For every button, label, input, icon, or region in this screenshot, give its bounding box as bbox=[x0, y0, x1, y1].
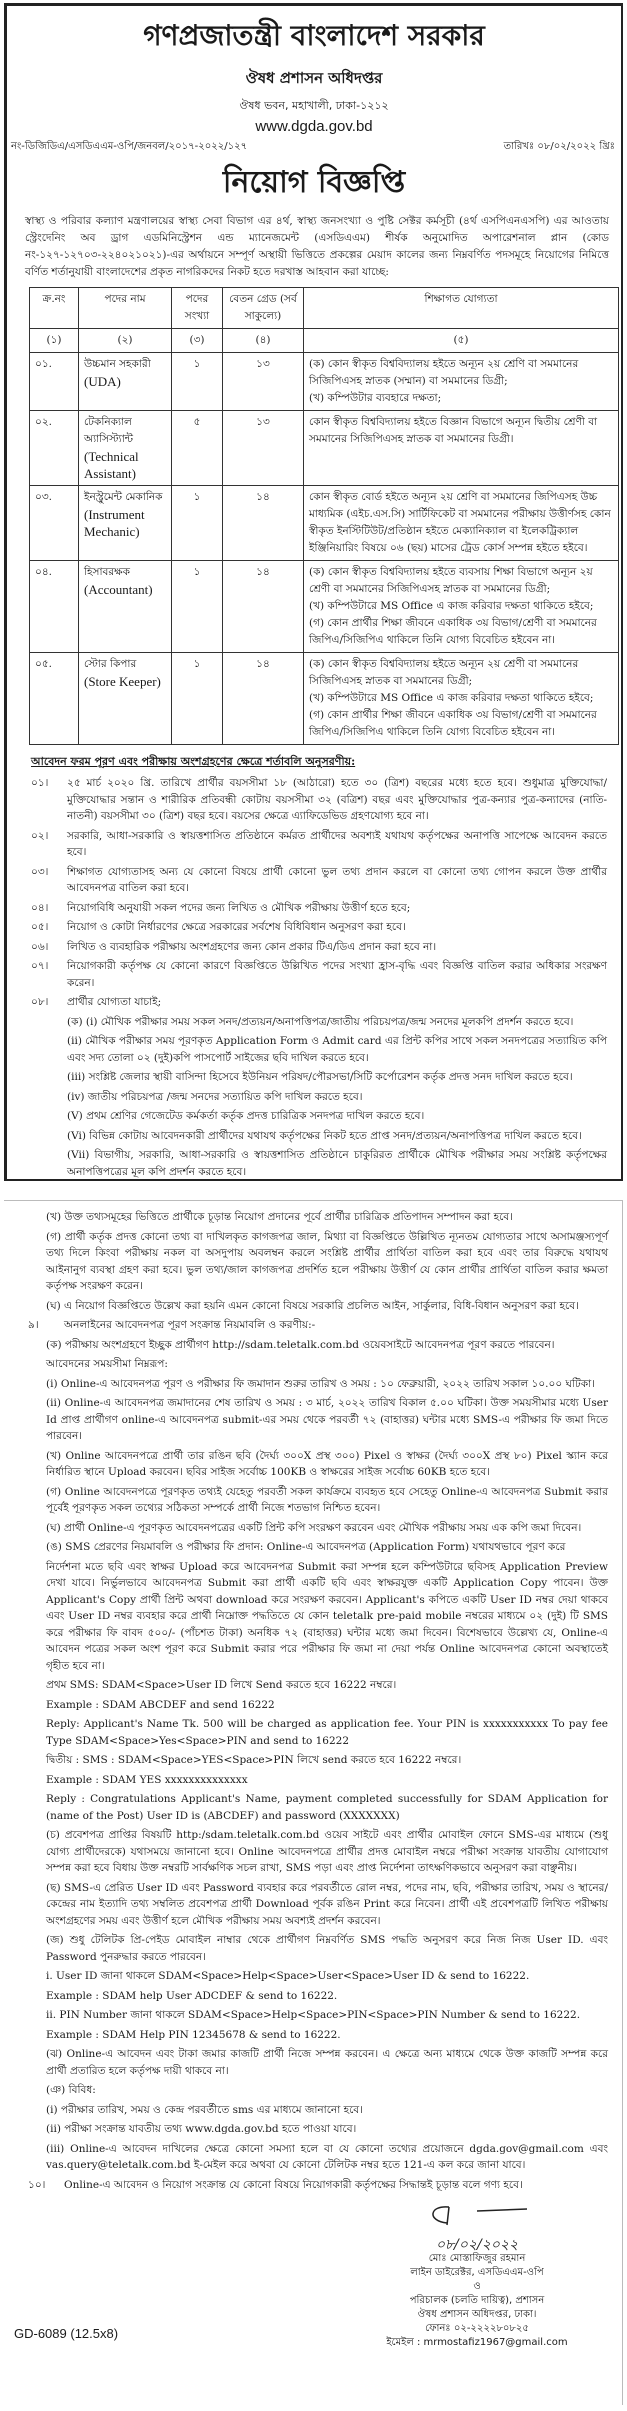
verification-item: (Vi) বিভিন্ন কোটায় আবেদনকারী প্রার্থীদের যথাযথ কর্তৃপক্ষের নিকট হতে প্রাপ্ত সনদ/প্রত্যয়ন/অনাপত্তিপত্র দাখিল করতে হবে। bbox=[67, 1129, 582, 1142]
condition-text: নিয়োগবিধি অনুযায়ী সকল পদের জন্য লিখিত ও মৌখিক পরীক্ষায় উত্তীর্ণ হতে হবে; bbox=[67, 901, 411, 914]
condition-item bbox=[7, 991, 621, 1011]
online-instruction: (খ) Online আবেদনপত্রে প্রার্থী তার রঙিন ছবি (দৈর্ঘ্য ৩০০X প্রস্থ ৩০০) Pixel ও স্বাক্ষর (দৈর্ঘ্য ৩০০X প্রস্থ ৮০) Pixel স্ক্যান করে নির্ধারিত স্থানে Upload করবেন। ছবির সাইজ সর্বোচ্চ 100KB ও স্বাক্ষরের সাইজ সর্বোচ্চ 60KB হতে হবে। bbox=[46, 1449, 608, 1478]
post-name-en: (UDA) bbox=[84, 374, 121, 389]
online-instruction: (ii) Online-এ আবেদনপত্র জমাদানের শেষ তারিখ ও সময় : ৩ মার্চ, ২০২২ তারিখ বিকাল ৫.০০ ঘটিকা। উক্ত সময়সীমার মধ্যে User Id প্রাপ্ত প্রার্থীগণ online-এ আবেদনপত্র submit-এর সময় থেকে পরবর্তী ৭২ (বাহাত্তর) ঘন্টার মধ্যে SMS-এ পরীক্ষার ফি জমা দিতে পারবেন। bbox=[46, 1397, 608, 1442]
serial-cell: ০২. bbox=[30, 411, 79, 486]
qualification-line: (ক) কোন স্বীকৃত বিশ্ববিদ্যালয় হইতে অন্যূন ২য় শ্রেণী বা সমমানের সিজিপিএসহ স্নাতক বা সমমানের ডিগ্রী; bbox=[309, 658, 579, 687]
condition-number: ০৮। bbox=[31, 996, 49, 1008]
col-number: (৪) bbox=[223, 329, 304, 353]
post-name-bn: স্টোর কিপার bbox=[84, 658, 137, 670]
qualification-line: কোন স্বীকৃত বোর্ড হইতে অন্যূন ২য় শ্রেণি বা সমমানের জিপিএসহ উচ্চ মাধ্যমিক (এইচ.এস.সি) সার্টিফিকেট বা সমমানের পরীক্ষায় উত্তীর্ণসহ কোন স্বীকৃত ইনস্টিটিউট/প্রতিষ্ঠান হইতে মেক্যানিক্যাল বা ইলেকট্রিক্যাল ইঞ্জিনিয়ারিং বিষয়ে ০৬ (ছয়) মাসের ট্রেড কোর্স সম্পন্ন হইতে হইবে। bbox=[309, 491, 611, 554]
col-header: পদের সংখ্যা bbox=[172, 288, 223, 329]
signature-mark bbox=[417, 2201, 537, 2233]
online-instruction: (ক) পরীক্ষায় অংশগ্রহণে ইচ্ছুক প্রার্থীগণ http://sdam.teletalk.com.bd ওয়েবসাইটে আবেদনপত্র পূরণ করতে পারবেন। bbox=[46, 1338, 555, 1351]
table-row bbox=[30, 411, 619, 486]
condition-text: নিয়োগ ও কোটা নির্ধারণের ক্ষেত্রে সরকারের সর্বশেষ বিধিবিধান অনুসরণ করা হবে। bbox=[67, 921, 406, 933]
col-number: (৫) bbox=[304, 329, 619, 353]
online-instruction: (ঙ) SMS প্রেরণের নিয়মাবলি ও পরীক্ষার ফি প্রদান: Online-এ আবেদনপত্র (Application Form) যথাযথভাবে পূরণ করে bbox=[46, 1541, 566, 1553]
verification-item: (iii) সংশ্লিষ্ট জেলার স্থায়ী বাসিন্দা হিসেবে ইউনিয়ন পরিষদ/পৌরসভা/সিটি কর্পোরেশন কর্তৃক প্রদত্ত সনদ দাখিল করতে হবে। bbox=[67, 1071, 573, 1083]
col-number: (১) bbox=[30, 329, 79, 353]
pay-grade-cell: ১৪ bbox=[223, 561, 304, 653]
clause-item: (ঘ) এ নিয়োগ বিজ্ঞপ্তিতে উল্লেখ করা হয়নি এমন কোনো বিষয়ে সরকারি প্রচলিত আইন, সার্কুলার, বিধি-বিধান অনুসরণ করা হবে। bbox=[46, 1299, 579, 1312]
online-instruction: Example : SDAM help User ADCDEF & send to 16222. bbox=[46, 1989, 338, 2002]
condition-item bbox=[7, 955, 621, 991]
post-name-en: (Accountant) bbox=[84, 582, 153, 597]
post-name-en: (Store Keeper) bbox=[84, 674, 161, 689]
qualification-line: কোন স্বীকৃত বিশ্ববিদ্যালয় হইতে বিজ্ঞান বিভাগে অন্যূন দ্বিতীয় শ্রেণী বা সমমানের সিজিপিএসহ স্নাতক বা সমমানের ডিগ্রী। bbox=[309, 416, 598, 445]
clause-item: (গ) প্রার্থী কর্তৃক প্রদত্ত কোনো তথ্য বা দাখিলকৃত কাগজপত্র জাল, মিথ্যা বা বিজ্ঞপ্তিতে উল্লিখিত ন্যূনতম যোগ্যতার সাথে অসামঞ্জস্যপূর্ণ তথ্য দিলে কিংবা পরীক্ষায় নকল বা অসদুপায় অবলম্বন করলে সংশ্লিষ্ট প্রার্থীর প্রার্থিতা বাতিল করা হবে এবং তার বিরুদ্ধে যথাযথ আইনানুগ ব্যবস্থা গ্রহণ করা হবে। ভুল তথ্য/জাল কাগজপত্র প্রদর্শিত হলে পরীক্ষায় উত্তীর্ণ যে কোন প্রার্থীর প্রার্থিতা বাতিল করার ক্ষমতা কর্তৃপক্ষ সংরক্ষণ করেন। bbox=[46, 1230, 608, 1292]
online-instruction: ii. PIN Number জানা থাকলে SDAM<Space>Help<Space>PIN<Space>PIN Number & send to 16222. bbox=[46, 2009, 581, 2021]
reference-number: নং-ডিজিডিএ/এসডিএএম-ওপি/জনবল/২০১৭-২০২২/১২৭ bbox=[11, 141, 248, 152]
col-number: (২) bbox=[79, 329, 172, 353]
post-count-cell: ৫ bbox=[172, 411, 223, 486]
condition-text: লিখিত ও ব্যবহারিক পরীক্ষায় অংশগ্রহণের জন্য কোন প্রকার টিএ/ডিএ প্রদান করা হবে না। bbox=[67, 940, 437, 953]
table-row bbox=[30, 353, 619, 411]
table-row bbox=[30, 486, 619, 561]
condition-text: নিয়োগকারী কর্তৃপক্ষ যে কোনো কারণে বিজ্ঞপ্তিতে উল্লিখিত পদের সংখ্যা হ্রাস-বৃদ্ধি এবং বিজ্ঞপ্তি বাতিল করার অধিকার সংরক্ষণ করেন। bbox=[67, 960, 607, 989]
qualification-line: (ক) কোন স্বীকৃত বিশ্ববিদ্যালয় হইতে অন্যূন ২য় শ্রেণি বা সমমানের সিজিপিএসহ স্নাতক (সম্মান) বা সমমানের ডিগ্রী; bbox=[309, 358, 579, 387]
online-instruction: Example : SDAM YES xxxxxxxxxxxxxx bbox=[46, 1773, 248, 1786]
online-instruction: (চ) প্রবেশপত্র প্রাপ্তির বিষয়টি http:/sdam.teletalk.com.bd ওয়েব সাইটে এবং প্রার্থীর মোবাইল ফোনে SMS-এর মাধ্যমে (শুধু যোগ্য প্রার্থীদেরকে) যথাসময়ে জানানো হবে। Online আবেদনপত্রে প্রার্থীর প্রদত্ত মোবাইল নম্বরে পরীক্ষা সংক্রান্ত যাবতীয় যোগাযোগ সম্পন্ন করা হবে বিধায় উক্ত নম্বরটি সার্বক্ষণিক সচল রাখা, SMS পড়া এবং প্রাপ্ত নির্দেশনা তাৎক্ষণিকভাবে অনুসরণ করা বাঞ্ছনীয়। bbox=[46, 1829, 608, 1874]
online-instruction: নির্দেশনা মতে ছবি এবং স্বাক্ষর Upload করে আবেদনপত্র Submit করা সম্পন্ন হলে কম্পিউটারে ছবিসহ Application Preview দেখা যাবে। নির্ভুলভাবে আবেদনপত্র Submit করা প্রার্থী একটি ছবি এবং স্বাক্ষরযুক্ত একটি Application Copy পাবেন। উক্ত Applicant's Copy প্রার্থী প্রিন্ট অথবা download করে সংরক্ষণ করবেন। Applicant's কপিতে একটি User ID নম্বর দেয়া থাকবে এবং User ID নম্বর ব্যবহার করে প্রার্থী নিম্নোক্ত পদ্ধতিতে যে কোন teletalk pre-paid mobile নম্বরের মাধ্যমে ০২ (দুই) টি SMS করে পরীক্ষার ফি বাবদ ৫০০/- (পাঁচশত টাকা) অনধিক ৭২ (বাহাত্তর) ঘন্টার মধ্যে জমা দিবেন। বিশেষভাবে উল্লেখ্য যে, Online-এ আবেদন পত্রের সকল অংশ পূরণ করে Submit করার পরে পরীক্ষার ফি জমা না দেয়া পর্যন্ত Online আবেদনপত্র কোনো অবস্থাতেই গৃহীত হবে না। bbox=[46, 1560, 608, 1672]
verification-item: (ক) (i) মৌখিক পরীক্ষার সময় সকল সনদ/প্রত্যয়ন/অনাপত্তিপত্র/জাতীয় পরিচয়পত্র/জন্ম সনদের মূলকপি প্রদর্শন করতে হবে। bbox=[67, 1015, 574, 1028]
signatory-phone: ফোনঃ ০২-২২২২৮০৮২৫ bbox=[425, 2323, 529, 2334]
pay-grade-cell: ১৩ bbox=[223, 411, 304, 486]
serial-cell: ০৩. bbox=[30, 486, 79, 561]
qualification-line: (গ) কোন প্রার্থীর শিক্ষা জীবনে একাধিক ৩য় বিভাগ/শ্রেণী বা সমমানের জিপিএ/সিজিপিএ থাকিলে তিনি যোগ্য বিবেচিত হইবেন না। bbox=[309, 709, 597, 738]
intro-paragraph: স্বাস্থ্য ও পরিবার কল্যাণ মন্ত্রণালয়ের স্বাস্থ্য সেবা বিভাগ এর ৪র্থ, স্বাস্থ্য জনসংখ্যা ও পুষ্টি সেক্টর কর্মসূচী (৪র্থ এসপিএনএসপি) এর আওতায় স্ট্রেংদেনিং অব ড্রাগ এডমিনিস্ট্রেশন এন্ড ম্যানেজমেন্ট (এসডিএএম) শীর্ষক অনুমোদিত অপারেশনাল প্লান (কোড নং-১২৭-১২৭০৩-২২৪০২১০২১)-এর অর্থায়নে সম্পূর্ণ অস্থায়ী ভিত্তিতে প্রকল্পের মেয়াদ কালের জন্য নিম্নবর্ণিত পদসমূহে নিয়োগের নিমিত্তে বর্ণিত শর্তানুযায়ী বাংলাদেশের প্রকৃত নাগরিকদের নিকট হতে দরখাস্ত আহবান করা যাচ্ছে: bbox=[25, 215, 609, 278]
online-instruction: (ঘ) প্রার্থী Online-এ পূরণকৃত আবেদনপত্রের একটি প্রিন্ট কপি সংরক্ষণ করবেন এবং মৌখিক পরীক্ষায় সময় এক কপি জমা দিবেন। bbox=[46, 1521, 582, 1534]
qualification-line: (খ) কম্পিউটারে MS Office এ কাজ করিবার দক্ষতা থাকিতে হইবে; bbox=[309, 600, 594, 612]
online-instruction: আবেদনের সময়সীমা নিম্নরূপ: bbox=[46, 1358, 168, 1370]
government-name: গণপ্রজাতন্ত্রী বাংলাদেশ সরকার bbox=[143, 19, 485, 52]
condition-number: ০৪। bbox=[31, 901, 49, 914]
condition-text: শিক্ষাগত যোগ্যতাসহ অন্য যে কোনো বিষয়ে প্রার্থী কোনো ভুল তথ্য প্রদান করলে বা কোনো তথ্য গোপন করলে উক্ত প্রার্থীর আবেদনপত্র বাতিল করা হবে। bbox=[67, 865, 607, 894]
ad-code: GD-6089 (12.5x8) bbox=[14, 2326, 119, 2341]
qualification-line: (খ) কম্পিউটার ব্যবহারে দক্ষতা; bbox=[309, 392, 442, 404]
condition-item bbox=[7, 825, 621, 861]
address: ঔষধ ভবন, মহাখালী, ঢাকা-১২১২ bbox=[239, 99, 389, 112]
condition-item bbox=[7, 936, 621, 956]
post-count-cell: ১ bbox=[172, 653, 223, 745]
col-number: (৩) bbox=[172, 329, 223, 353]
online-section-heading: ৯। অনলাইনের আবেদনপত্র পূরণ সংক্রান্ত নিয়মাবলি ও করণীয়:- bbox=[28, 1319, 316, 1331]
condition-item bbox=[7, 897, 621, 917]
online-instruction: (ii) পরীক্ষা সংক্রান্ত যাবতীয় তথ্য www.dgda.gov.bd হতে পাওয়া যাবে। bbox=[46, 2123, 357, 2135]
post-name-cell bbox=[79, 411, 172, 486]
signatory-title: লাইন ডাইরেক্টর, এসডিএএম-ওপি bbox=[410, 2267, 544, 2278]
online-instruction: (i) Online-এ আবেদনপত্র পূরণ ও পরীক্ষার ফি জমাদান শুরুর তারিখ ও সময় : ১০ ফেব্রুয়ারী, ২০২২ তারিখ সকাল ১০.০০ ঘটিকা। bbox=[46, 1377, 595, 1390]
notice-date: তারিখঃ ০৮/০২/২০২২ খ্রিঃ bbox=[503, 141, 615, 152]
signature-block bbox=[382, 2201, 572, 2350]
post-count-cell: ১ bbox=[172, 486, 223, 561]
posts-table bbox=[29, 287, 619, 745]
post-name-cell bbox=[79, 486, 172, 561]
post-name-bn: ইনস্ট্রুমেন্ট মেকানিক bbox=[84, 491, 163, 503]
online-instruction: Reply: Applicant's Name Tk. 500 will be charged as application fee. Your PIN is xxxxxxxxxxx To pay fee Type SDAM<Space>Yes<Space>PIN and send to 16222 bbox=[46, 1718, 608, 1747]
post-name-cell bbox=[79, 353, 172, 411]
condition-number: ০২। bbox=[31, 829, 49, 842]
post-name-en: (Instrument Mechanic) bbox=[84, 507, 145, 539]
clause-item: (খ) উক্ত তথ্যসমূহের ভিত্তিতে প্রার্থীকে চূড়ান্ত নিয়োগ প্রদানের পূর্বে প্রার্থীর চারিত্রিক প্রতিপাদন সম্পাদন করা হবে। bbox=[46, 1211, 513, 1223]
condition-number: ০৩। bbox=[31, 865, 49, 878]
online-instruction: (ছ) SMS-এ প্রেরিত User ID এবং Password ব্যবহার করে পরবর্তীতে রোল নম্বর, পদের নাম, ছবি, পরীক্ষার তারিখ, সময় ও স্থানের/কেন্দ্রের নাম ইত্যাদি তথ্য সম্বলিত প্রবেশপত্র প্রার্থী Download পূর্বক রঙিন Print করে নিবেন। প্রার্থী এই প্রবেশপত্রটি লিখিত পরীক্ষায় অংশগ্রহণের সময় এবং উত্তীর্ণ হলে মৌখিক পরীক্ষায় সময় অবশ্যই প্রদর্শন করবেন। bbox=[46, 1881, 608, 1927]
table-row bbox=[30, 561, 619, 653]
conditions-heading: আবেদন ফরম পূরণ এবং পরীক্ষায় অংশগ্রহণের ক্ষেত্রে শর্তাবলি অনুসরণীয়: bbox=[31, 755, 356, 768]
online-instruction: (জ) শুধু টেলিটক প্রি-পেইড মোবাইল নাম্বার থেকে প্রার্থীগণ নিম্নবর্ণিত SMS পদ্ধতি অনুসরণ করে নিজ নিজ User ID. এবং Password পুনরুদ্ধার করতে পারবেন। bbox=[46, 1934, 608, 1963]
qualification-cell bbox=[304, 353, 619, 411]
post-count-cell: ১ bbox=[172, 353, 223, 411]
qualification-line: (খ) কম্পিউটারে MS Office এ কাজ করিবার দক্ষতা থাকিতে হইবে; bbox=[309, 692, 594, 704]
online-instruction: (ঝ) Online-এ আবেদন এবং টাকা জমার কাজটি প্রার্থী নিজে সম্পন্ন করবেন। এ ক্ষেত্রে অন্য মাধ্যমে থেকে উক্ত কাজটি সম্পন্ন করে প্রার্থী প্রতারিত হলে কর্তৃপক্ষ দায়ী থাকবে না। bbox=[46, 2048, 608, 2077]
final-clause: ১০। Online-এ আবেদন ও নিয়োগ সংক্রান্ত যে কোনো বিষয়ে নিয়োগকারী কর্তৃপক্ষের সিদ্ধান্তই চূড়ান্ত বলে গণ্য হবে। bbox=[28, 2178, 523, 2191]
signatory-office: ঔষধ প্রশাসন অধিদপ্তর, ঢাকা। bbox=[417, 2309, 537, 2320]
condition-item bbox=[7, 861, 621, 897]
col-header: শিক্ষাগত যোগ্যতা bbox=[304, 288, 619, 329]
online-instruction: দ্বিতীয় : SMS : SDAM<Space>YES<Space>PIN লিখে send করতে হবে 16222 নম্বরে। bbox=[46, 1754, 462, 1766]
col-header: ক্র.নং bbox=[30, 288, 79, 329]
condition-text: প্রার্থীর যোগ্যতা যাচাই; bbox=[67, 996, 162, 1008]
verification-item: (Vii) বিভাগীয়, সরকারি, আধা-সরকারি ও স্বায়ত্তশাসিত প্রতিষ্ঠানে চাকুরিরত প্রার্থীকে মৌখিক পরীক্ষার সময় সংশ্লিষ্ট কর্তৃপক্ষের অনাপত্তিপত্রের মূল কপি প্রদর্শন করতে হবে। bbox=[67, 1149, 607, 1178]
signatory-name: মোঃ মোস্তাফিজুর রহমান bbox=[428, 2253, 526, 2264]
qualification-cell bbox=[304, 561, 619, 653]
verification-item: (iv) জাতীয় পরিচয়পত্র /জন্ম সনদের সত্যায়িত কপি দাখিল করতে হবে। bbox=[67, 1090, 363, 1103]
qualification-cell bbox=[304, 653, 619, 745]
post-name-cell bbox=[79, 561, 172, 653]
qualification-cell bbox=[304, 411, 619, 486]
online-instruction: Example : SDAM ABCDEF and send 16222 bbox=[46, 1698, 275, 1711]
online-instruction: (ঞ) বিবিধ: bbox=[46, 2084, 96, 2096]
signatory-email: ইমেইল : mrmostafiz1967@gmail.com bbox=[386, 2337, 568, 2348]
online-instruction: Reply : Congratulations Applicant's Name, payment completed successfully for SDAM Application for (name of the Post) User ID is (ABCDEF) and password (XXXXXXX) bbox=[46, 1793, 608, 1822]
condition-item bbox=[7, 772, 621, 825]
condition-number: ০৭। bbox=[31, 960, 49, 972]
online-instruction: Example : SDAM Help PIN 12345678 & send to 16222. bbox=[46, 2028, 341, 2041]
post-name-cell bbox=[79, 653, 172, 745]
pay-grade-cell: ১৪ bbox=[223, 653, 304, 745]
qualification-line: (গ) কোন প্রার্থীর শিক্ষা জীবনে একাধিক ৩য় বিভাগ/শ্রেণী বা সমমানের জিপিএ/সিজিপিএ থাকিলে তিনি যোগ্য বিবেচিত হইবেন না। bbox=[309, 617, 597, 646]
condition-item bbox=[7, 916, 621, 936]
qualification-line: (ক) কোন স্বীকৃত বিশ্ববিদ্যালয় হইতে ব্যবসায় শিক্ষা বিভাগে অন্যূন ২য় শ্রেণী বা সমমানের সিজিপিএসহ স্নাতক বা সমমানের ডিগ্রী; bbox=[309, 566, 593, 595]
qualification-cell bbox=[304, 486, 619, 561]
col-header: পদের নাম bbox=[79, 288, 172, 329]
condition-number: ০৬। bbox=[31, 940, 49, 953]
pay-grade-cell: ১৩ bbox=[223, 353, 304, 411]
serial-cell: ০১. bbox=[30, 353, 79, 411]
serial-cell: ০৪. bbox=[30, 561, 79, 653]
verification-item: (V) প্রথম শ্রেণির গেজেটেড কর্মকর্তা কর্তৃক প্রদত্ত চারিত্রিক সনদপত্র দাখিল করতে হবে। bbox=[67, 1110, 425, 1122]
condition-number: ০১। bbox=[31, 777, 49, 789]
table-row bbox=[30, 653, 619, 745]
online-instruction: i. User ID জানা থাকলে SDAM<Space>Help<Space>User<Space>User ID & send to 16222. bbox=[46, 1970, 530, 1982]
col-header: বেতন গ্রেড (সর্ব সাকুল্যে) bbox=[223, 288, 304, 329]
department-name: ঔষধ প্রশাসন অধিদপ্তর bbox=[245, 69, 383, 87]
post-name-bn: হিসাবরক্ষক bbox=[84, 566, 130, 578]
pay-grade-cell: ১৪ bbox=[223, 486, 304, 561]
post-count-cell: ১ bbox=[172, 561, 223, 653]
online-instruction: (i) পরীক্ষার তারিখ, সময় ও কেন্দ্র পরবর্তীতে sms এর মাধ্যমে জানানো হবে। bbox=[46, 2103, 363, 2116]
signatory-and: ও bbox=[473, 2281, 481, 2292]
notice-page-1 bbox=[4, 3, 623, 1181]
signatory-title-2: পরিচালক (চলতি দায়িত্ব), প্রশাসন bbox=[409, 2295, 545, 2306]
post-name-bn: টেকনিক্যাল অ্যাসিস্ট্যান্ট bbox=[84, 416, 134, 445]
notice-page-2 bbox=[4, 1200, 623, 2405]
online-instruction: প্রথম SMS: SDAM<Space>User ID লিখে Send করতে হবে 16222 নম্বরে। bbox=[46, 1679, 397, 1691]
verification-item: (ii) মৌখিক পরীক্ষার সময় পূরণকৃত Application Form ও Admit card এর প্রিন্ট কপির সাথে সকল সনদপত্রের সত্যায়িত কপি এবং সদ্য তোলা ০২ (দুই)কপি পাসপোর্ট সাইজের ছবি দাখিল করতে হবে। bbox=[67, 1035, 607, 1064]
signature-date: ০৮/০২/২০২২ bbox=[435, 2237, 519, 2253]
online-instruction: (গ) Online আবেদনপত্রে পূরণকৃত তথ্যই যেহেতু পরবর্তী সকল কার্যক্রমে ব্যবহৃত হবে সেহেতু Online-এ আবেদনপত্র Submit করার পূর্বেই পূরণকৃত সকল তথ্যের সঠিকতা সম্পর্কে প্রার্থী নিজে শতভাগ নিশ্চিত হবেন। bbox=[46, 1485, 608, 1514]
serial-cell: ০৫. bbox=[30, 653, 79, 745]
post-name-bn: উচ্চমান সহকারী bbox=[84, 358, 151, 370]
condition-text: সরকারি, আধা-সরকারি ও স্বায়ত্তশাসিত প্রতিষ্ঠানে কর্মরত প্রার্থীদের অবশ্যই যথাযথ কর্তৃপক্ষের অনাপত্তি সাপেক্ষে আবেদন করতে হবে। bbox=[67, 829, 607, 858]
notice-title: নিয়োগ বিজ্ঞপ্তি bbox=[222, 165, 406, 200]
condition-text: ২৫ মার্চ ২০২০ খ্রি. তারিখে প্রার্থীর বয়সসীমা ১৮ (আঠারো) হতে ৩০ (ত্রিশ) বছরের মধ্যে হতে হবে। শুধুমাত্র মুক্তিযোদ্ধা/মুক্তিযোদ্ধার সন্তান ও শারীরিক প্রতিবন্ধী কোটায় বয়সসীমা ৩২ (বত্রিশ) বছর এবং মুক্তিযোদ্ধার পুত্র-কন্যার পুত্র-কন্যাদের (নাতি-নাতনী) বয়সসীমা ৩০ (ত্রিশ) বছর হবে। বয়সের ক্ষেত্রে এ্যাফিডেভিড গ্রহণযোগ্য হবে না। bbox=[67, 777, 607, 822]
post-name-en: (Technical Assistant) bbox=[84, 449, 139, 481]
website: www.dgda.gov.bd bbox=[255, 118, 373, 135]
condition-number: ০৫। bbox=[31, 921, 49, 933]
online-instruction: (iii) Online-এ আবেদন দাখিলের ক্ষেত্রে কোনো সমস্যা হলে বা যে কোনো তথ্যের প্রয়োজনে dgda.gov@gmail.com এবং vas.query@teletalk.com.bd ই-মেইল করে অথবা যে কোনো টেলিটক নম্বর হতে 121-এ কল করে জানা যাবে। bbox=[46, 2142, 608, 2171]
